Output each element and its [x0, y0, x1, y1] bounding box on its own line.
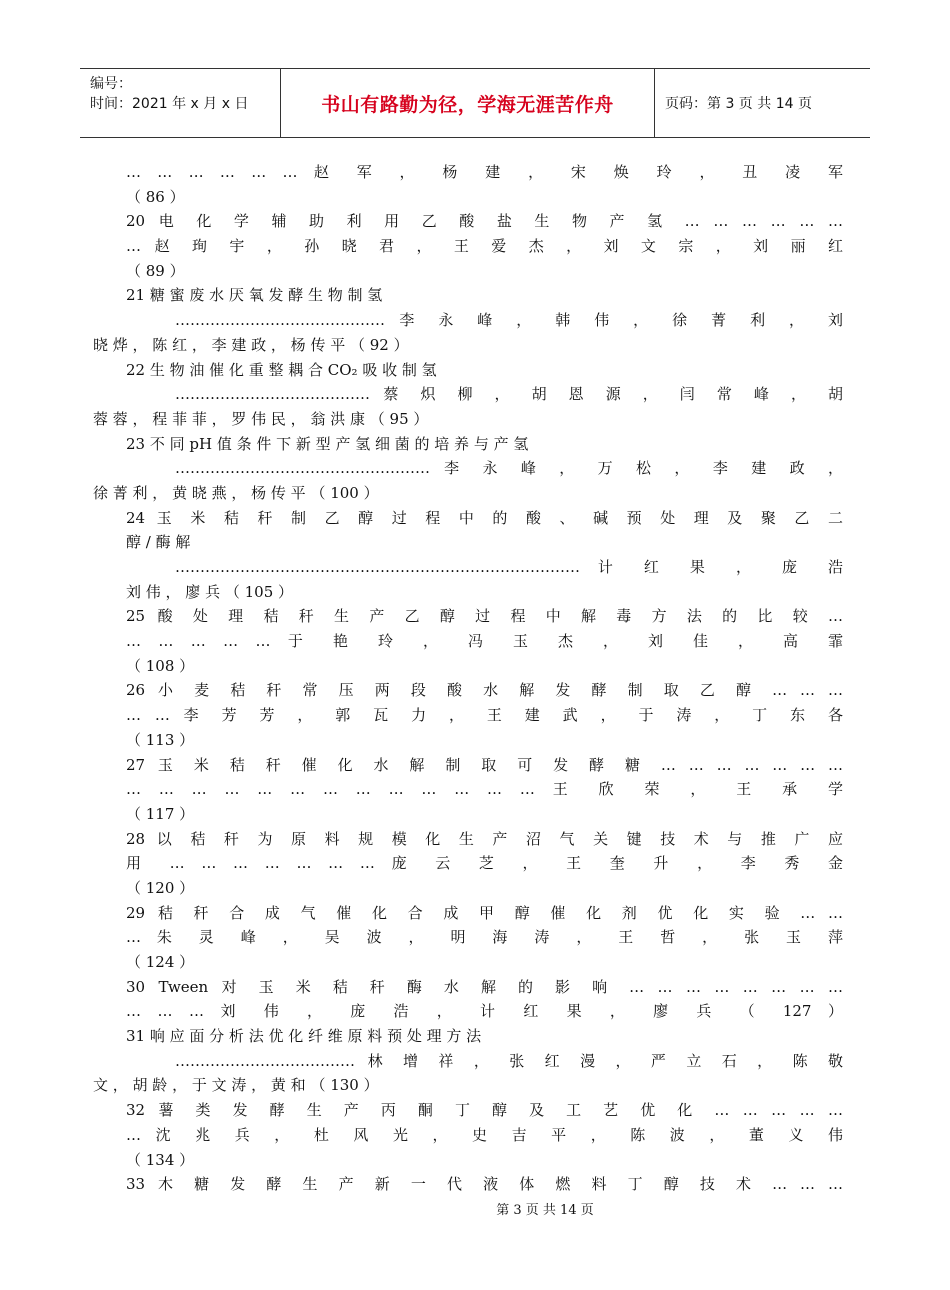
toc-line: 30 Tween 对 玉 米 秸 秆 酶 水 解 的 影 响 … … … … … … … … — [126, 977, 843, 996]
toc-line: … … … … … … … … … … … … … 王 欣 荣 ， 王 承 学 — [126, 780, 843, 799]
toc-line: （ 108 ） — [126, 656, 195, 675]
toc-line: … 沈 兆 兵 ， 杜 风 光 ， 史 吉 平 ， 陈 波 ， 董 义 伟 — [126, 1125, 843, 1144]
toc-line: （ 134 ） — [126, 1150, 195, 1169]
page-footer — [0, 1199, 950, 1218]
toc-line: 晓 烨 ， 陈 红 ， 李 建 政 ， 杨 传 平 （ 92 ） — [93, 335, 409, 354]
page-counter: 页码：第 3 页 共 14 页 — [665, 96, 812, 112]
footer-page-number: 第 3 页 共 14 页 — [496, 1203, 594, 1218]
page-header — [80, 68, 870, 138]
toc-line: 28 以 秸 秆 为 原 料 规 模 化 生 产 沼 气 关 键 技 术 与 推 广 应 — [126, 829, 843, 848]
toc-line: （ 117 ） — [126, 804, 195, 823]
toc-line: 文 ， 胡 龄 ， 于 文 涛 ， 黄 和 （ 130 ） — [93, 1076, 379, 1095]
toc-line: （ 86 ） — [126, 187, 185, 206]
toc-line: 24 玉 米 秸 秆 制 乙 醇 过 程 中 的 酸 、 碱 预 处 理 及 聚 乙 二 — [126, 508, 843, 527]
toc-line: 醇 / 酶 解 — [126, 533, 191, 552]
toc-line: （ 124 ） — [126, 953, 195, 971]
toc-line: ……………………………… 林 增 祥 ， 张 红 漫 ， 严 立 石 ， 陈 敬 — [175, 1051, 843, 1070]
header-motto-cell — [281, 69, 655, 137]
toc-line: 徐 菁 利 ， 黄 晓 燕 ， 杨 传 平 （ 100 ） — [93, 483, 379, 502]
motto-text: 书山有路勤为径，学海无涯苦作舟 — [321, 93, 614, 116]
toc-line: 27 玉 米 秸 秆 催 化 水 解 制 取 可 发 酵 糖 … … … … … … … — [126, 755, 843, 774]
toc-line: （ 113 ） — [126, 730, 195, 749]
toc-line: … 朱 灵 峰 ， 吴 波 ， 明 海 涛 ， 王 哲 ， 张 玉 萍 — [126, 928, 843, 947]
header-meta — [80, 69, 281, 137]
toc-line: （ 89 ） — [126, 261, 185, 280]
toc-line: 23 不 同 pH 值 条 件 下 新 型 产 氢 细 菌 的 培 养 与 产 氢 — [126, 434, 529, 453]
toc-line: … 赵 珣 宇 ， 孙 晓 君 ， 王 爱 杰 ， 刘 文 宗 ， 刘 丽 红 — [126, 237, 843, 256]
toc-line: … … … … … … 赵 军 ， 杨 建 ， 宋 焕 玲 ， 丑 凌 军 — [126, 163, 843, 181]
toc-line: 25 酸 处 理 秸 秆 生 产 乙 醇 过 程 中 解 毒 方 法 的 比 较 … — [126, 607, 843, 626]
toc-line: 22 生 物 油 催 化 重 整 耦 合 CO₂ 吸 收 制 氢 — [126, 360, 437, 379]
toc-line: 20 电 化 学 辅 助 利 用 乙 酸 盐 生 物 产 氢 … … … … … … — [126, 212, 843, 231]
toc-line: …………………………………………… 李 永 峰 ， 万 松 ， 李 建 政 ， — [175, 459, 843, 478]
toc-line: 31 响 应 面 分 析 法 优 化 纤 维 原 料 预 处 理 方 法 — [126, 1027, 482, 1046]
toc-line: … … 李 芳 芳 ， 郭 瓦 力 ， 王 建 武 ， 于 涛 ， 丁 东 各 — [126, 706, 843, 725]
toc-line: 21 糖 蜜 废 水 厌 氧 发 酵 生 物 制 氢 — [126, 286, 383, 305]
toc-line: （ 120 ） — [126, 878, 195, 897]
toc-line: 26 小 麦 秸 秆 常 压 两 段 酸 水 解 发 酵 制 取 乙 醇 … … … — [126, 681, 843, 700]
toc-line: 刘 伟 ， 廖 兵 （ 105 ） — [126, 582, 294, 601]
document-number-label: 编号： — [90, 76, 132, 92]
toc-line: 用 … … … … … … … 庞 云 芝 ， 王 奎 升 ， 李 秀 金 — [126, 854, 843, 873]
toc-line: …………………………………… 李 永 峰 ， 韩 伟 ， 徐 菁 利 ， 刘 — [175, 311, 843, 330]
toc-line: 33 木 糖 发 酵 生 产 新 一 代 液 体 燃 料 丁 醇 技 术 … … … — [126, 1175, 843, 1194]
toc-content — [93, 160, 843, 1197]
toc-line: ………………………………… 蔡 炽 柳 ， 胡 恩 源 ， 闫 常 峰 ， 胡 — [175, 385, 843, 404]
document-date: 时间：2021 年 x 月 x 日 — [90, 96, 249, 112]
toc-line: … … … 刘 伟 ， 庞 浩 ， 计 红 果 ， 廖 兵 （ 127 ） — [126, 1002, 843, 1021]
header-page-info — [655, 69, 870, 137]
toc-line: … … … … … 于 艳 玲 ， 冯 玉 杰 ， 刘 佳 ， 高 霏 — [126, 632, 843, 651]
toc-line: 32 薯 类 发 酵 生 产 丙 酮 丁 醇 及 工 艺 优 化 … … … … … — [126, 1101, 843, 1120]
toc-line: 蓉 蓉 ， 程 菲 菲 ， 罗 伟 民 ， 翁 洪 康 （ 95 ） — [93, 409, 429, 428]
toc-line: ……………………………………………………………………… 计 红 果 ， 庞 浩 — [175, 558, 843, 576]
toc-line: 29 秸 秆 合 成 气 催 化 合 成 甲 醇 催 化 剂 优 化 实 验 … … — [126, 903, 843, 922]
